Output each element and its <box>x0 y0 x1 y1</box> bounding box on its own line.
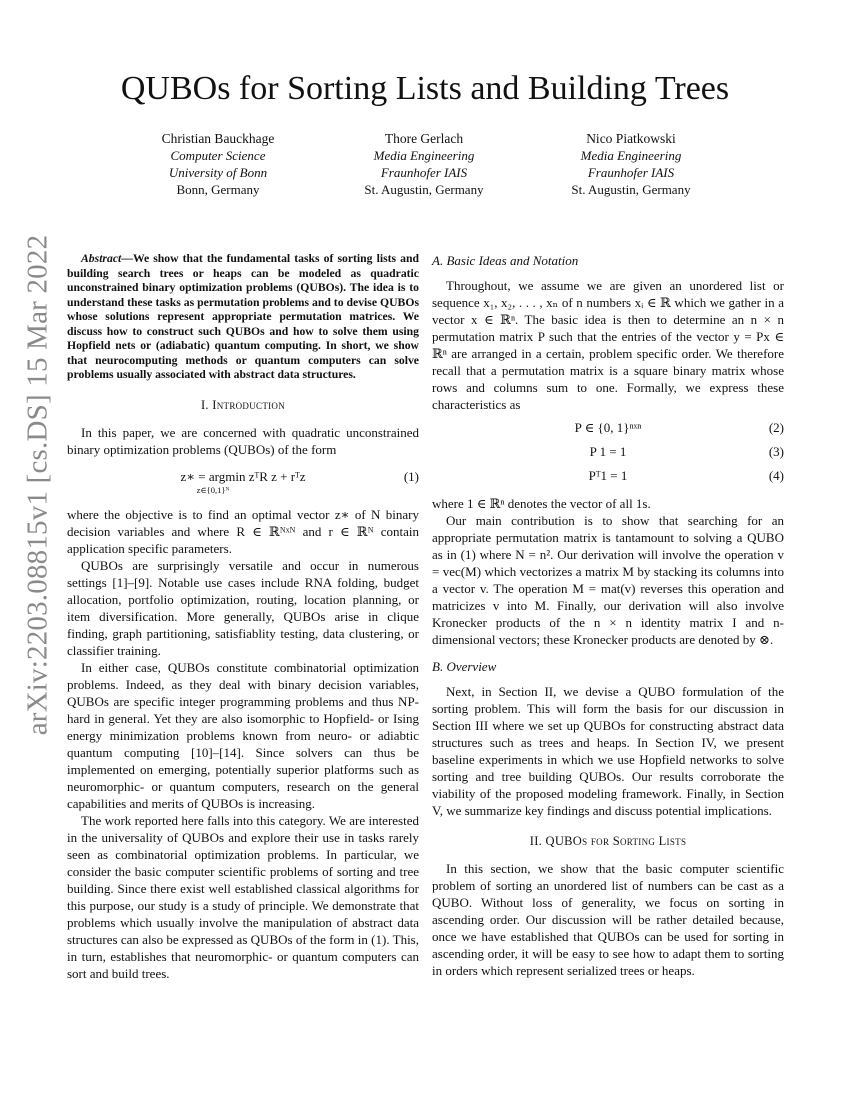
author-location: St. Augustin, Germany <box>571 182 691 197</box>
paragraph: In either case, QUBOs constitute combinatorial optimization problems. Indeed, as they deal with binary decision variables, QUBOs are specific integer programming problems and thus NP-hard in general. Yet they are also isomorphic to Hopfield- or Ising energy minimization problems known from neuro- or adiabtic quantum computing [10]–[14]. Since solvers can thus be implemented on emerging, potentially superior platforms such as neuromorphic- or quantum computers, research on the general capabilities and merits of QUBOs is increasing. <box>67 659 419 811</box>
section-heading-sorting: II. QUBOs for Sorting Lists <box>529 834 687 848</box>
author-name: Nico Piatkowski <box>586 131 676 146</box>
equation-4-number: (4) <box>768 468 784 483</box>
equation-2 <box>432 419 784 441</box>
equation-4 <box>432 467 784 489</box>
equation-1-subscript: z∈{0,1}ᴺ <box>196 484 230 495</box>
equation-3-body: P 1 = 1 <box>589 444 627 459</box>
paragraph: In this section, we show that the basic computer scientific problem of sorting an unordered list of numbers can be cast as a QUBO. Without loss of generality, we focus on sorting in ascending order. Our discussion will be rather detailed because, once we have established that QUBOs can be used for sorting in ascending order, it will be easy to see how to adapt them to sorting in orders which represent serialized trees or heaps. <box>432 861 784 978</box>
author-organization: Fraunhofer IAIS <box>587 165 675 180</box>
paragraph: Our main contribution is to show that searching for an appropriate permutation matrix is tantamount to solving a QUBO as in (1) where N = n². Our derivation will involve the operation v = vec(M) which vectorizes a matrix M by stacking its columns into a vector v. The operation M = mat(v) reverses this operation and matricizes v into M. Finally, our derivation will also involve Kronecker products of the n × n identity matrix I and n-dimensional vectors; these Kronecker products are denoted by ⊗. <box>432 513 784 647</box>
author-department: Media Engineering <box>580 148 682 163</box>
author-location: St. Augustin, Germany <box>364 182 484 197</box>
abstract-text: —We show that the fundamental tasks of sorting lists and building search trees or heaps can be modeled as quadratic unconstrained binary optimization problems (QUBOs). The idea is to understand these tasks as permutation problems and to devise QUBOs whose solutions represent appropriate permutation matrices. We discuss how to construct such QUBOs and how to solve them using Hopfield nets or (adiabatic) quantum computing. In short, we show that neurocomputing methods or quantum computers can solve problems usually associated with abstract data structures. <box>67 252 419 381</box>
equation-4-body: Pᵀ1 = 1 <box>588 468 628 483</box>
paragraph: The work reported here falls into this category. We are interested in the universality of QUBOs and explore their use in tasks rarely seen as combinatorial optimization problems. In particular, we consider the basic computer scientific problems of sorting and tree building. Since there exist well established classical algorithms for this purpose, our study is a study of principle. We demonstrate that problems which usually involve the manipulation of abstract data structures can also be expressed as QUBOs of the form in (1). This, in turn, establishes that neuromorphic- or quantum computers can sort and build trees. <box>67 812 419 981</box>
author-block-3 <box>521 130 741 198</box>
author-location: Bonn, Germany <box>176 182 260 197</box>
author-name: Thore Gerlach <box>384 131 464 146</box>
author-block-2 <box>314 130 534 198</box>
paragraph: Next, in Section II, we devise a QUBO formulation of the sorting problem. This will form the basis for our discussion in Section III where we set up QUBOs for constructing abstract data structures such as trees and heaps. In Section IV, we present baseline experiments in which we use Hopfield networks to solve sorting and tree building QUBOs. Our results corroborate the viability of the proposed modeling framework. Finally, in Section V, we summarize key findings and discuss potential implications. <box>432 684 784 818</box>
equation-3 <box>432 443 784 465</box>
equation-1 <box>67 468 419 498</box>
abstract-label: Abstract <box>81 252 122 265</box>
paragraph: where 1 ∈ ℝⁿ denotes the vector of all 1s. <box>432 496 651 511</box>
paragraph: QUBOs are surprisingly versatile and occur in numerous settings [1]–[9]. Notable use cases include RNA folding, budget allocation, portfolio optimization, routing, location planning, or item diversification. More generally, QUBOs arise in clique finding, graph partitioning, satisfiablity testing, data clustering, or classifier training. <box>67 557 419 658</box>
equation-2-number: (2) <box>768 420 784 435</box>
equation-1-number: (1) <box>403 468 419 484</box>
equation-1-body: z∗ = argmin zᵀR z + rᵀz <box>180 468 306 484</box>
right-column <box>432 252 784 979</box>
left-column <box>67 252 419 982</box>
subsection-heading-overview: B. Overview <box>432 659 497 674</box>
author-department: Media Engineering <box>373 148 475 163</box>
paragraph: In this paper, we are concerned with quadratic unconstrained binary optimization problems (QUBOs) of the form <box>67 424 419 457</box>
equation-3-number: (3) <box>768 444 784 459</box>
abstract <box>67 252 419 383</box>
paper-title: QUBOs for Sorting Lists and Building Trees <box>120 70 730 107</box>
arxiv-identifier-text: arXiv:2203.08815v1 [cs.DS] 15 Mar 2022 <box>21 234 54 736</box>
equation-2-body: P ∈ {0, 1}ⁿˣⁿ <box>574 420 642 435</box>
section-heading-introduction: I. Introduction <box>200 397 286 412</box>
author-block-1 <box>108 130 328 198</box>
author-name: Christian Bauckhage <box>161 131 275 146</box>
author-organization: Fraunhofer IAIS <box>380 165 468 180</box>
author-organization: University of Bonn <box>168 165 268 180</box>
subsection-heading-basic-ideas: A. Basic Ideas and Notation <box>432 253 579 268</box>
author-department: Computer Science <box>170 148 266 163</box>
paragraph: where the objective is to find an optimal vector z∗ of N binary decision variables and where R ∈ ℝᴺˣᴺ and r ∈ ℝᴺ contain application specific parameters. <box>67 506 419 556</box>
paragraph: Throughout, we assume we are given an unordered list or sequence x₁, x₂, . . . , xₙ of n numbers xᵢ ∈ ℝ which we gather in a vector x ∈ ℝⁿ. The basic idea is then to determine an n × n permutation matrix P such that the entries of the vector y = Px ∈ ℝⁿ are arranged in a certain, problem specific order. We therefore recall that a permutation matrix is a square binary matrix whose rows and columns sum to one. Formally, we express these characteristics as <box>432 278 784 412</box>
